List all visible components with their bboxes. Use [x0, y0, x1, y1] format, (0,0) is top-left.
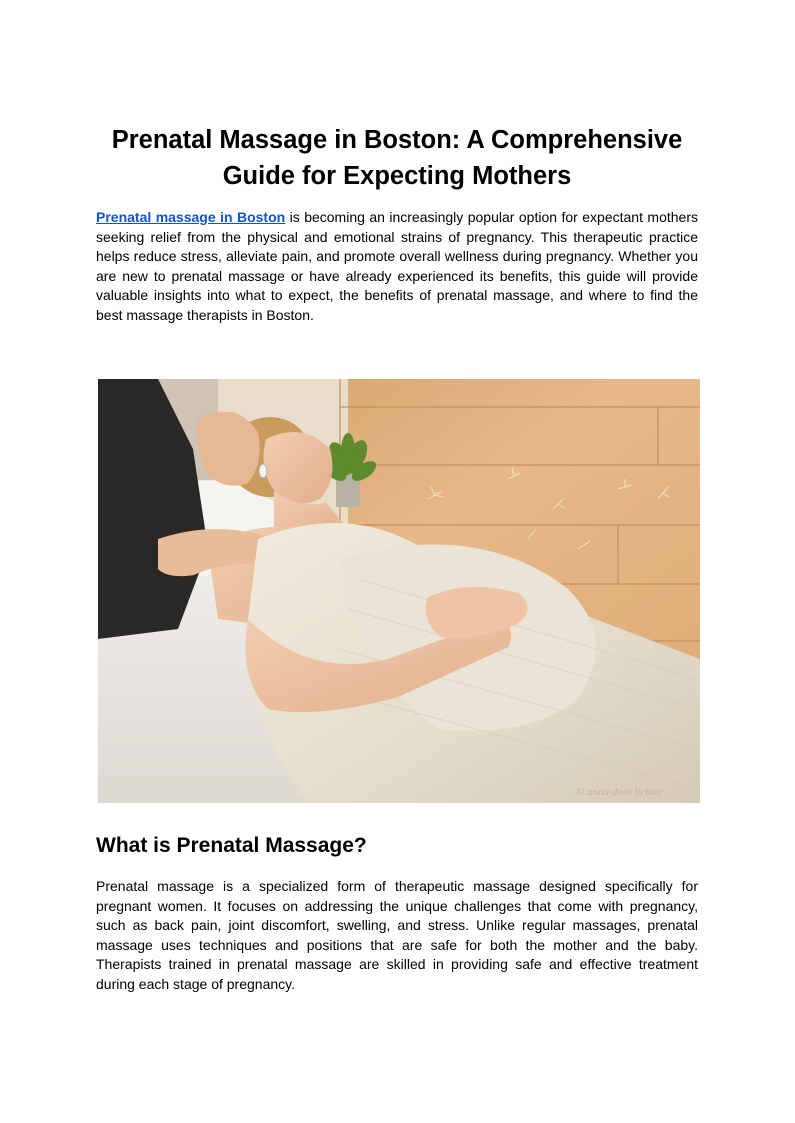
page-title: Prenatal Massage in Boston: A Comprehensive Guide for Expecting Mothers	[111, 126, 683, 190]
prenatal-massage-link[interactable]: Prenatal massage in Boston	[96, 209, 286, 225]
section-heading: What is Prenatal Massage?	[96, 834, 367, 857]
prenatal-massage-photo	[98, 379, 700, 803]
svg-text:© anna doss lichter: © anna doss lichter	[576, 786, 663, 798]
intro-text: is becoming an increasingly popular option for expectant mothers seeking relief from the physical and emotional strains of pregnancy. This therapeutic practice helps reduce stress, alleviate pain, and promote overall wellness during pregnancy. Whether you are new to prenatal massage or have already experienced its benefits, this guide will provide valuable insights into what to expect, the benefits of prenatal massage, and where to find the best massage therapists in Boston.	[96, 209, 698, 323]
section-paragraph: Prenatal massage is a specialized form of therapeutic massage designed specifically for pregnant women. It focuses on addressing the unique challenges that come with pregnancy, such as back pain, joint discomfort, swelling, and stress. Unlike regular massages, prenatal massage uses techniques and positions that are safe for both the mother and the baby. Therapists trained in prenatal massage are skilled in providing safe and effective treatment during each stage of pregnancy.	[96, 878, 698, 992]
intro-paragraph	[96, 208, 698, 326]
